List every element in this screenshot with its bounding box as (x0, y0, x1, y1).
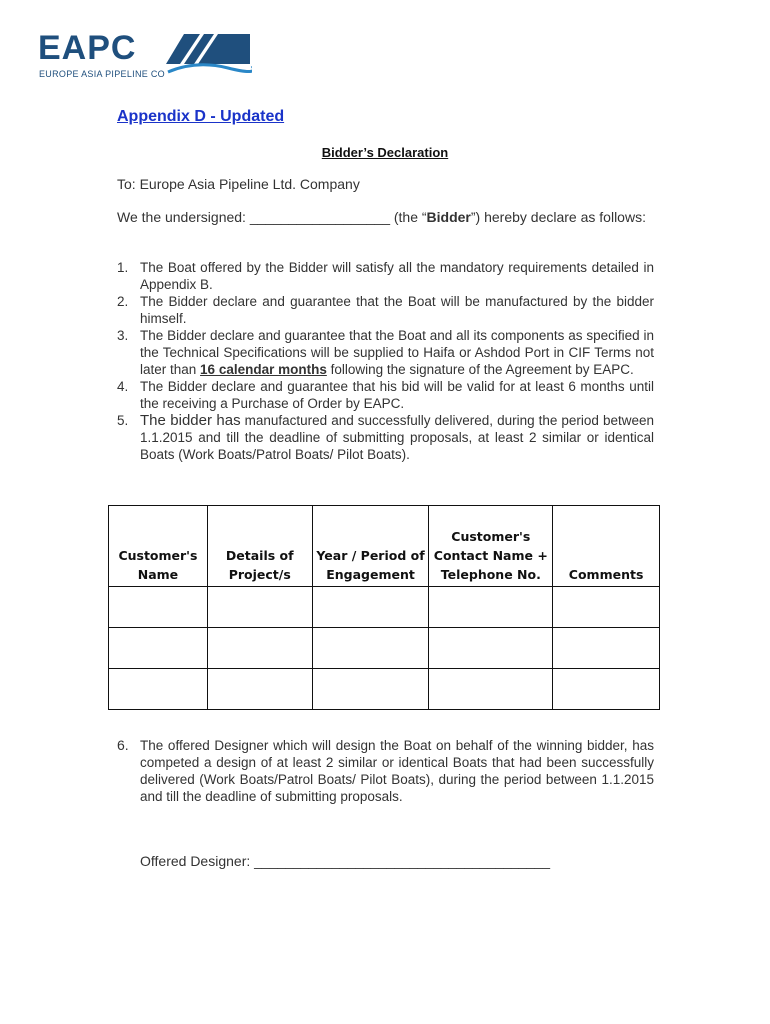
item-number: 2. (117, 294, 129, 309)
list-item (117, 293, 654, 327)
list-item (117, 259, 654, 293)
bidder-term: Bidder (426, 209, 471, 225)
item-number: 6. (117, 737, 129, 753)
list-item (117, 412, 654, 463)
undersigned-pre: We the undersigned: __________________ (the “ (117, 209, 427, 225)
col-customer-contact: Customer's Contact Name + Telephone No. (429, 506, 553, 587)
logo-stripes-icon (166, 32, 252, 78)
table-cell[interactable] (312, 587, 429, 628)
item-number: 4. (117, 379, 129, 394)
reference-table (108, 505, 660, 710)
col-project-details: Details of Project/s (207, 506, 312, 587)
page-title: Appendix D - Updated (117, 108, 285, 125)
table-cell[interactable] (429, 628, 553, 669)
list-item (117, 327, 654, 378)
table-cell[interactable] (207, 628, 312, 669)
eapc-logo (38, 30, 253, 82)
recipient-line (117, 176, 654, 193)
col-comments: Comments (553, 506, 660, 587)
item-text: The Boat offered by the Bidder will satisfy all the mandatory requirements detailed in Appendix B. (140, 260, 654, 292)
table-cell[interactable] (553, 669, 660, 710)
table-row (109, 628, 660, 669)
table-cell[interactable] (312, 669, 429, 710)
item-text: following the signature of the Agreement by EAPC. (326, 362, 634, 377)
section-subtitle: Bidder’s Declaration (321, 145, 449, 160)
table-cell[interactable] (553, 628, 660, 669)
table-cell[interactable] (109, 587, 208, 628)
table-cell[interactable] (429, 587, 553, 628)
list-item (117, 378, 654, 412)
table-cell[interactable] (207, 669, 312, 710)
item-number: 5. (117, 413, 129, 428)
recipient-label: To: (117, 176, 136, 192)
table-header-row (109, 506, 660, 587)
undersigned-post: ”) hereby declare as follows: (470, 209, 646, 225)
item-text: The Bidder declare and guarantee that the Boat and all its components as specified in the Technical Specifications will be supplied to Haifa or Ashdod Port in CIF Terms not later than (140, 328, 654, 377)
declaration-list (117, 259, 654, 463)
table-cell[interactable] (109, 628, 208, 669)
item-number: 3. (117, 328, 129, 343)
table-row (109, 669, 660, 710)
col-customer-name: Customer's Name (109, 506, 208, 587)
offered-designer-field[interactable]: Offered Designer: ______________________________________ (140, 853, 551, 869)
logo-wordmark: EAPC (38, 29, 137, 67)
item-text: The Bidder declare and guarantee that his bid will be valid for at least 6 months until the receiving a Purchase of Order by EAPC. (140, 379, 654, 411)
designer-declaration (117, 737, 654, 805)
logo-tagline: EUROPE ASIA PIPELINE CO (39, 69, 165, 79)
table-cell[interactable] (109, 669, 208, 710)
item-text: The offered Designer which will design the Boat on behalf of the winning bidder, has competed a design of at least 2 similar or identical Boats that had been successfully delivered (Work Boats/Patrol Boats/ Pilot Boats), during the period between 1.1.2015 and till the deadline of submitting proposals. (140, 738, 654, 804)
table-cell[interactable] (207, 587, 312, 628)
col-engagement-period: Year / Period of Engagement (312, 506, 429, 587)
item-lead: The bidder has (140, 412, 241, 429)
undersigned-statement (117, 209, 654, 226)
item-number: 1. (117, 260, 129, 275)
table-cell[interactable] (312, 628, 429, 669)
table-cell[interactable] (429, 669, 553, 710)
table-row (109, 587, 660, 628)
item-text: The Bidder declare and guarantee that the Boat will be manufactured by the bidder himself. (140, 294, 654, 326)
item-text: manufactured and successfully delivered, during the period between 1.1.2015 and till the deadline of submitting proposals, at least 2 similar or identical Boats (Work Boats/Patrol Boats/ Pilot Boats). (140, 413, 654, 462)
delivery-deadline: 16 calendar months (200, 362, 327, 377)
recipient-value: Europe Asia Pipeline Ltd. Company (139, 176, 360, 192)
table-cell[interactable] (553, 587, 660, 628)
